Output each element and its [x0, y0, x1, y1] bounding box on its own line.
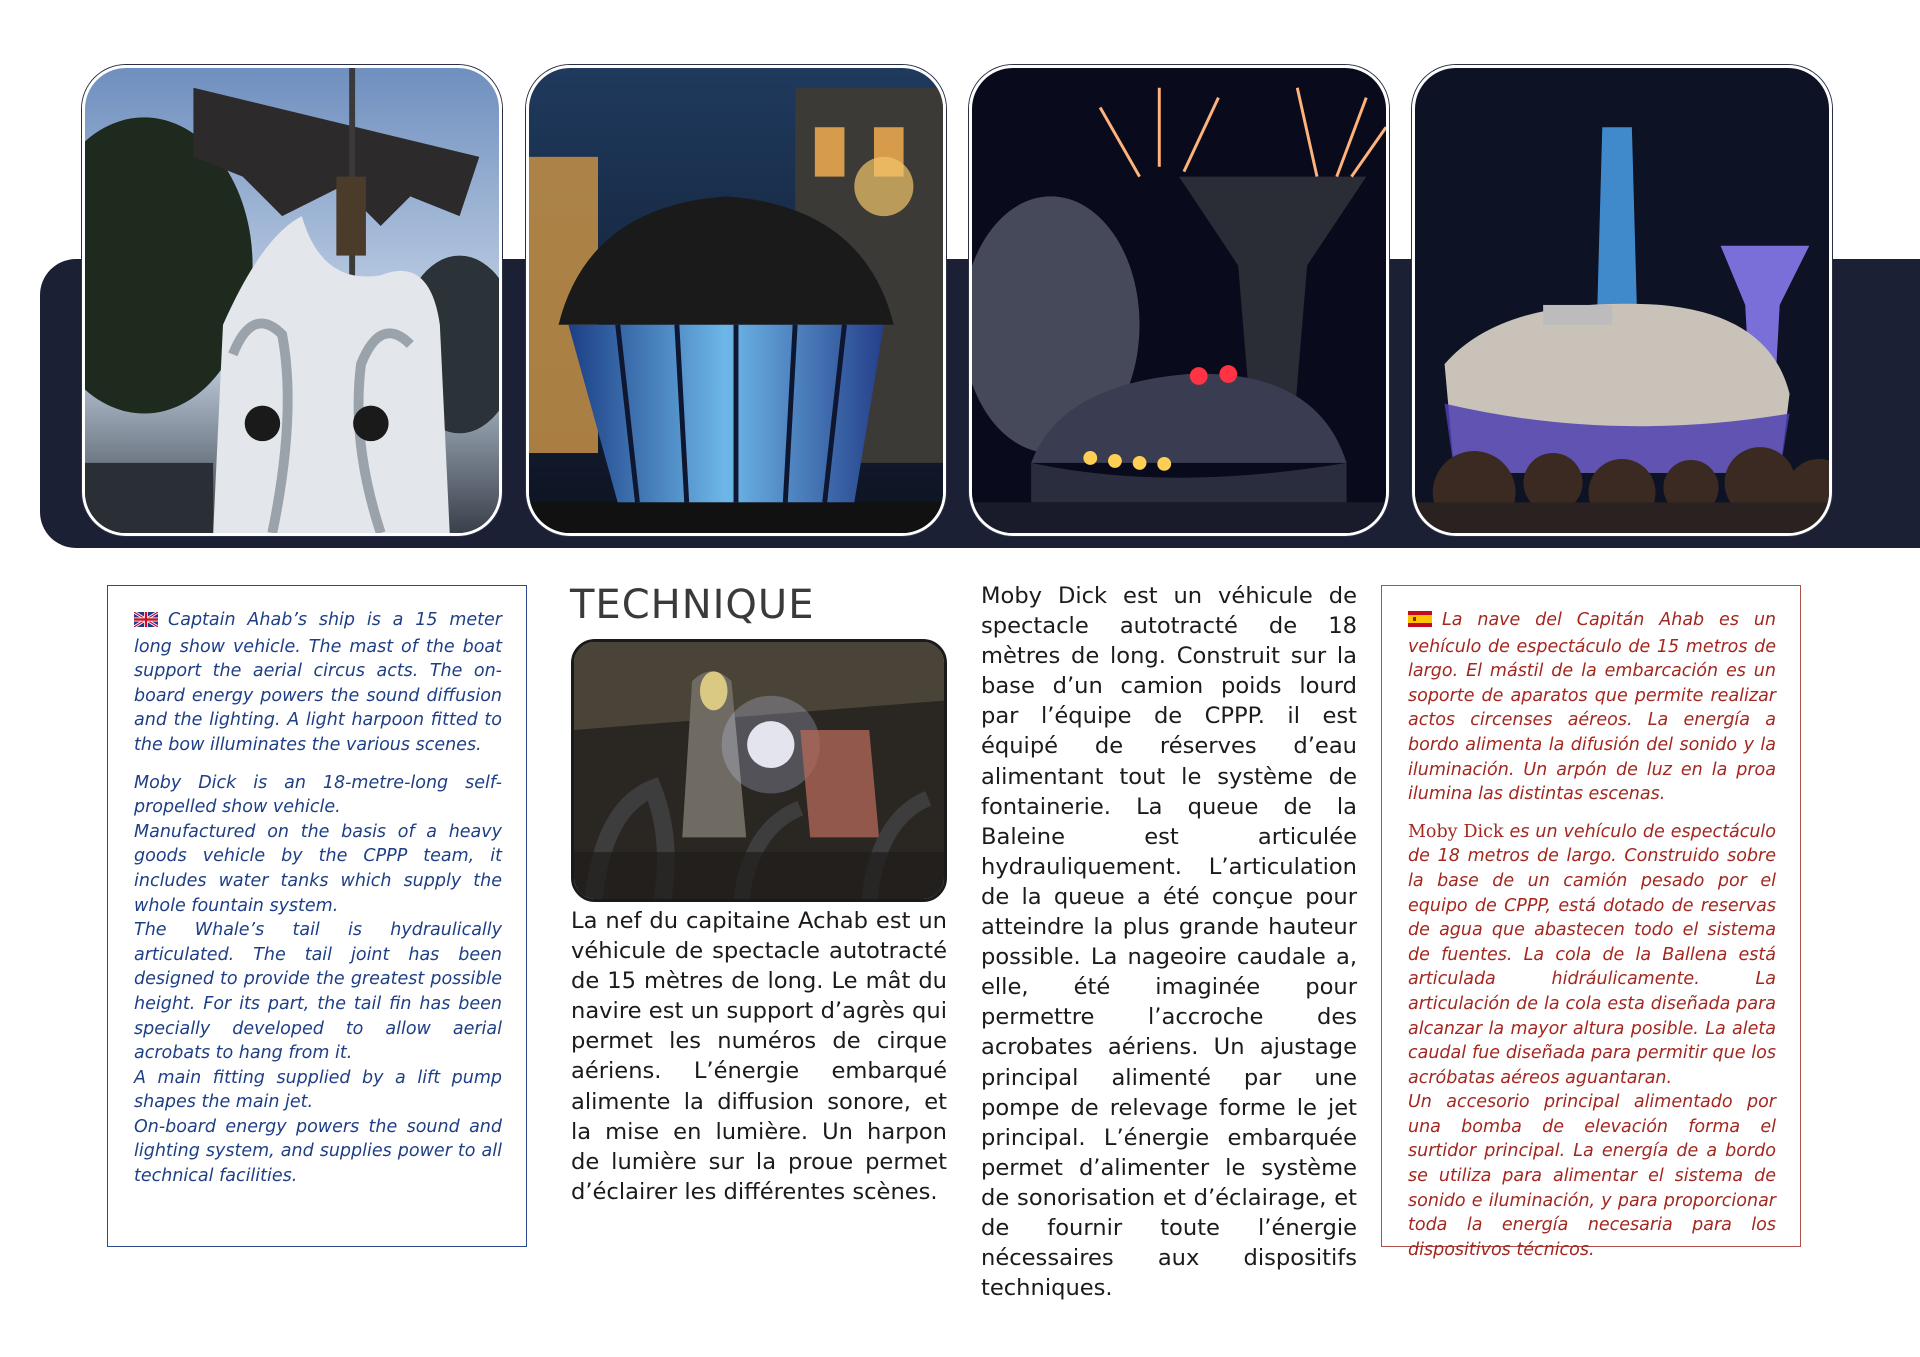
uk-flag-icon: [134, 610, 158, 635]
english-paragraph-3: Manufactured on the basis of a heavy goods vehicle by the CPPP team, it includes water tanks which supply the whole fountain system.: [134, 821, 502, 916]
photo-ship-mast: [82, 65, 502, 536]
spain-flag-icon: [1408, 610, 1432, 635]
french-column-1: La nef du capitaine Achab est un véhicule de spectacle autotracté de 15 mètres de long. Le mât du navire est un support d’agrès qui permet les numéros de cirque aériens. L’énergie embarqué alimente la diffusion sonore, et la mise en lumière. Un harpon de lumière sur la proue permet d’éclairer les différentes scènes.: [571, 908, 947, 1205]
photo-illuminated-whale: [526, 65, 946, 536]
english-paragraph-4: The Whale’s tail is hydraulically articulated. The tail joint has been designed to provide the greatest possible height. For its part, the tail fin has been specially developed to allow aerial acrobats to hang from it.: [134, 920, 502, 1064]
english-paragraph-1: Captain Ahab’s ship is a 15 meter long show vehicle. The mast of the boat support the aerial circus acts. The on-board energy powers the sound diffusion and the lighting. A light harpoon fitted to the bow illuminates the various scenes.: [134, 610, 502, 755]
spanish-moby-dick: Moby Dick: [1408, 821, 1504, 842]
french-column-2: Moby Dick est un véhicule de spectacle autotracté de 18 mètres de long. Construit sur la base d’un camion poids lourd par l’équipe de CPPP. il est équipé de réserves d’eau alimentant tout le système de fontainerie. La queue de la Baleine est articulée hydrauliquement. L’articulation de la queue a été conçue pour atteindre la plus grande hauteur possible. La nageoire caudale a, elle, été imaginée pour permettre l’accroche des acrobates aériens. Un ajustage principal alimenté par une pompe de relevage forme le jet principal. L’énergie embarquée permet d’alimenter le système de sonorisation et d’éclairage, et de fournir toute l’énergie nécessaires aux dispositifs techniques.: [981, 583, 1357, 1302]
photo-performers-tentacles: [571, 639, 947, 902]
spanish-paragraph-3: Un accesorio principal alimentado por una bomba de elevación forma el surtidor principal. La energía de a bordo se utiliza para alimentar el sistema de sonido e iluminación, y para proporcionar toda la energía necesaria para los dispositivos técnicos.: [1408, 1092, 1776, 1260]
spanish-paragraph-1: La nave del Capitán Ahab es un vehículo de espectáculo de 15 metros de largo. El mástil de la embarcación es un soporte de aparatos que permite realizar actos circenses aéreos. La energía a bordo alimenta la difusión del sonido y la iluminación. Un arpón de luz en la proa ilumina las distintas escenas.: [1408, 610, 1776, 805]
photo-fountain-fireworks: [969, 65, 1389, 536]
section-title: TECHNIQUE: [570, 582, 815, 628]
english-paragraph-6: On-board energy powers the sound and lighting system, and supplies power to all technical facilities.: [134, 1116, 502, 1187]
spanish-paragraph-2: es un vehículo de espectáculo de 18 metros de largo. Construido sobre la base de un camión pesado por el equipo de CPPP, está dotado de reservas de agua que abastecen todo el sistema de fuentes. La cola de la Ballena está articulada hidráulicamente. La articulación de la cola esta diseñada para alcanzar la mayor altura posible. La aleta caudal fue diseñada para permitir que los acróbatas aéreos aguantaran.: [1408, 821, 1776, 1088]
english-text-box: [107, 585, 527, 1247]
english-paragraph-2: Moby Dick is an 18-metre-long self-propelled show vehicle.: [134, 772, 502, 818]
spanish-text-box: [1381, 585, 1801, 1260]
photo-whale-crowd: [1412, 65, 1832, 536]
english-paragraph-5: A main fitting supplied by a lift pump shapes the main jet.: [134, 1067, 502, 1113]
